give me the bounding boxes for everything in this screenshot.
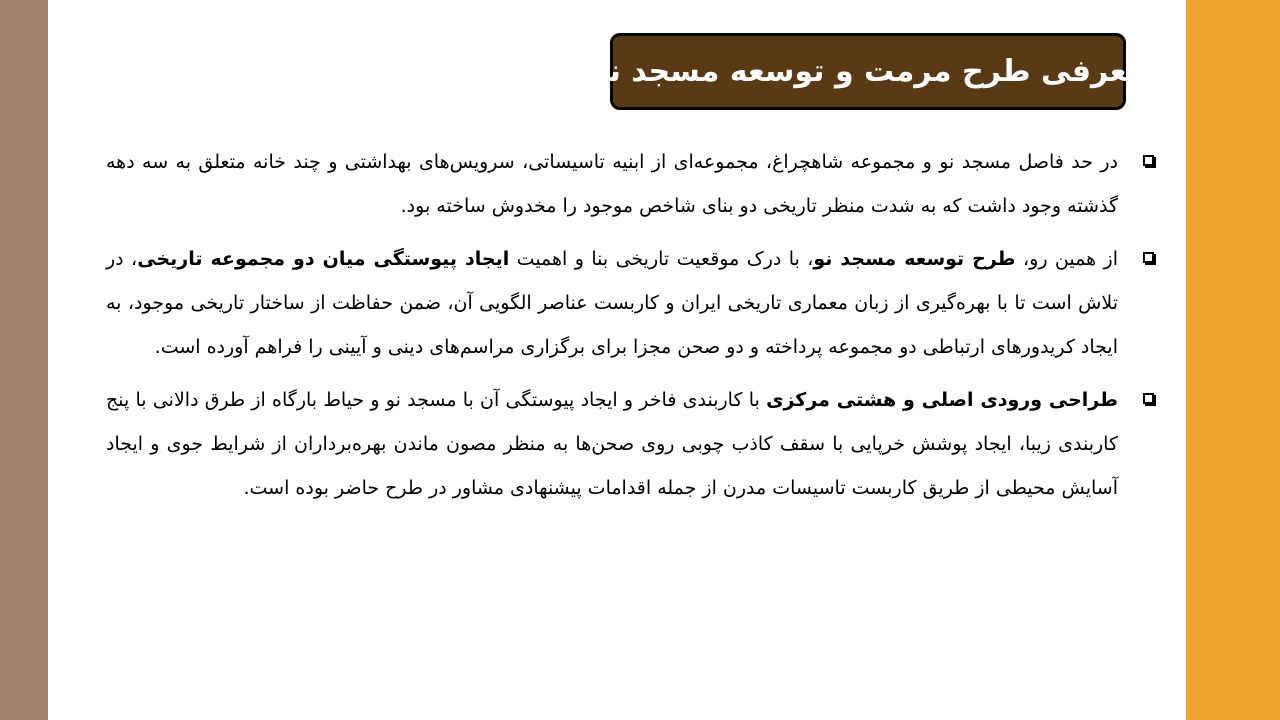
- right-decorative-bar: [1186, 0, 1280, 720]
- bullet-item: [106, 140, 1156, 228]
- bullet-text-segment: ، در تلاش است تا با بهره‌گیری از زبان معماری تاریخی ایران و کاربست عناصر الگویی آن، ضمن حفاظت از ساختار تاریخی موجود، به ایجاد کریدورهای ارتباطی دو مجموعه پرداخته و دو صحن مجزا برای برگزاری مراسم‌های دینی و آیینی را فراهم آورده است.: [106, 248, 1118, 358]
- bullet-list: [106, 140, 1156, 519]
- page-title: معرفی طرح مرمت و توسعه مسجد نو: [590, 53, 1146, 89]
- bullet-text: [106, 237, 1118, 369]
- square-bullet-icon: [1143, 155, 1154, 166]
- left-decorative-bar: [0, 0, 48, 720]
- bullet-item: [106, 378, 1156, 510]
- bullet-bold-text: ایجاد پیوستگی میان دو مجموعه تاریخی: [137, 248, 510, 270]
- bullet-text: [106, 140, 1118, 228]
- bullet-text-segment: در حد فاصل مسجد نو و مجموعه شاهچراغ، مجموعه‌ای از ابنیه تاسیساتی، سرویس‌های بهداشتی و چند خانه متعلق به سه دهه گذشته وجود داشت که به شدت منظر تاریخی دو بنای شاخص موجود را مخدوش ساخته بود.: [106, 151, 1118, 217]
- bullet-text-segment: از همین رو،: [1015, 248, 1118, 270]
- bullet-bold-text: طراحی ورودی اصلی و هشتی مرکزی: [766, 389, 1118, 411]
- bullet-bold-text: طرح توسعه مسجد نو: [813, 248, 1016, 270]
- square-bullet-icon: [1143, 393, 1154, 404]
- square-bullet-icon: [1143, 252, 1154, 263]
- bullet-text-segment: با کاربندی فاخر و ایجاد پیوستگی آن با مسجد نو و حیاط بارگاه از طرق دالانی با پنج کاربندی زیبا، ایجاد پوشش خرپایی با سقف کاذب چوبی روی صحن‌ها به منظر مصون ماندن بهره‌برداران از شرایط جوی و ایجاد آسایش محیطی از طریق کاربست تاسیسات مدرن از جمله اقدامات پیشنهادی مشاور در طرح حاضر بوده است.: [106, 389, 1118, 499]
- title-banner: [590, 33, 1146, 110]
- bullet-item: [106, 237, 1156, 369]
- bullet-text: [106, 378, 1118, 510]
- bullet-text-segment: ، با درک موقعیت تاریخی بنا و اهمیت: [509, 248, 814, 270]
